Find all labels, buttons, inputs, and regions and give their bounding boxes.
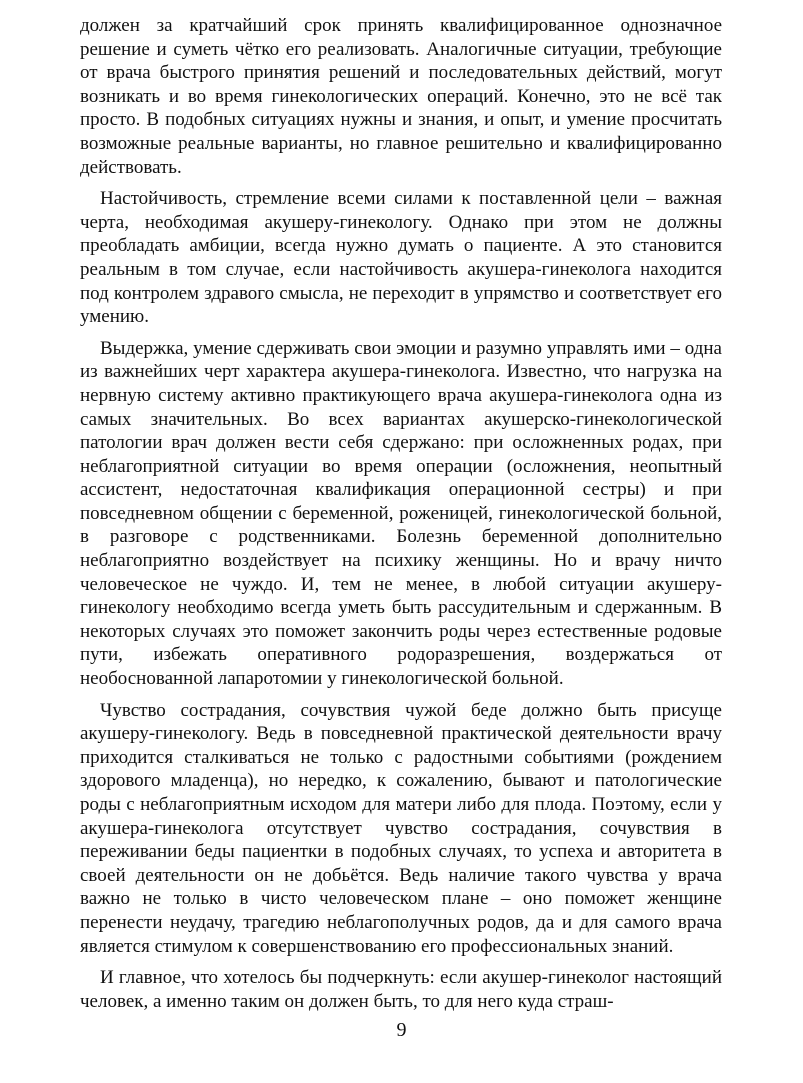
paragraph-3: Выдержка, умение сдерживать свои эмоции и разумно управлять ими – одна из важнейших черт характера акушера-гинеколога. Известно, что нагрузка на нервную систему активно практикующего врача акушера-гинеколога одна из самых значительных. Во всех вариантах акушерско-гинекологической патологии врач должен вести себя сдержано: при осложненных родах, при неблагоприятной ситуации во время операции (осложнения, неопытный ассистент, недостаточная квалификация операционной сестры) и при повседневном общении с беременной, роженицей, гинекологической больной, в разговоре с родственниками. Болезнь беременной дополнительно неблагоприятно воздействует на психику женщины. Но и врачу ничто человеческое не чуждо. И, тем не менее, в любой ситуации акушеру-гинекологу необходимо всегда уметь быть рассудительным и сдержанным. В некоторых случаях это поможет закончить роды через естественные родовые пути, избежать оперативного родоразрешения, воздержаться от необоснованной лапаротомии у гинекологической больной. xyxy=(80,337,722,690)
paragraph-4: Чувство сострадания, сочувствия чужой беде должно быть присуще акушеру-гинекологу. Ведь в повседневной практической деятельности врачу приходится сталкиваться не только с радостными событиями (рождением здорового младенца), но нередко, к сожалению, бывают и патологические роды с неблагоприятным исходом для матери либо для плода. Поэтому, если у акушера-гинеколога отсутствует чувство сострадания, сочувствия в переживании беды пациентки в подобных случаях, то успеха и авторитета в своей деятельности он не добьётся. Ведь наличие такого чувства у врача важно не только в чисто человеческом плане – оно поможет женщине перенести неудачу, трагедию неблагополучных родов, да и для самого врача является стимулом к совершенствованию его профессиональных знаний. xyxy=(80,699,722,957)
paragraph-1: должен за кратчайший срок принять квалифицированное однозначное решение и суметь чётко его реализовать. Аналогичные ситуации, требующие от врача быстрого принятия решений и последовательных действий, могут возникать и во время гинекологических операций. Конечно, это не всё так просто. В подобных ситуациях нужны и знания, и опыт, и умение просчитать возможные реальные варианты, но главное решительно и квалифицированно действовать. xyxy=(80,15,722,178)
paragraph-5: И главное, что хотелось бы подчеркнуть: если акушер-гинеколог настоящий человек, а именно таким он должен быть, то для него куда страш- xyxy=(80,967,722,1012)
page-number: 9 xyxy=(396,1019,407,1041)
paragraph-2: Настойчивость, стремление всеми силами к поставленной цели – важная черта, необходимая акушеру-гинекологу. Однако при этом не должны преобладать амбиции, всегда нужно думать о пациенте. А это становится реальным в том случае, если настойчивость акушера-гинеколога находится под контролем здравого смысла, не переходит в упрямство и соответствует его умению. xyxy=(80,188,722,328)
page-body xyxy=(80,14,722,1021)
